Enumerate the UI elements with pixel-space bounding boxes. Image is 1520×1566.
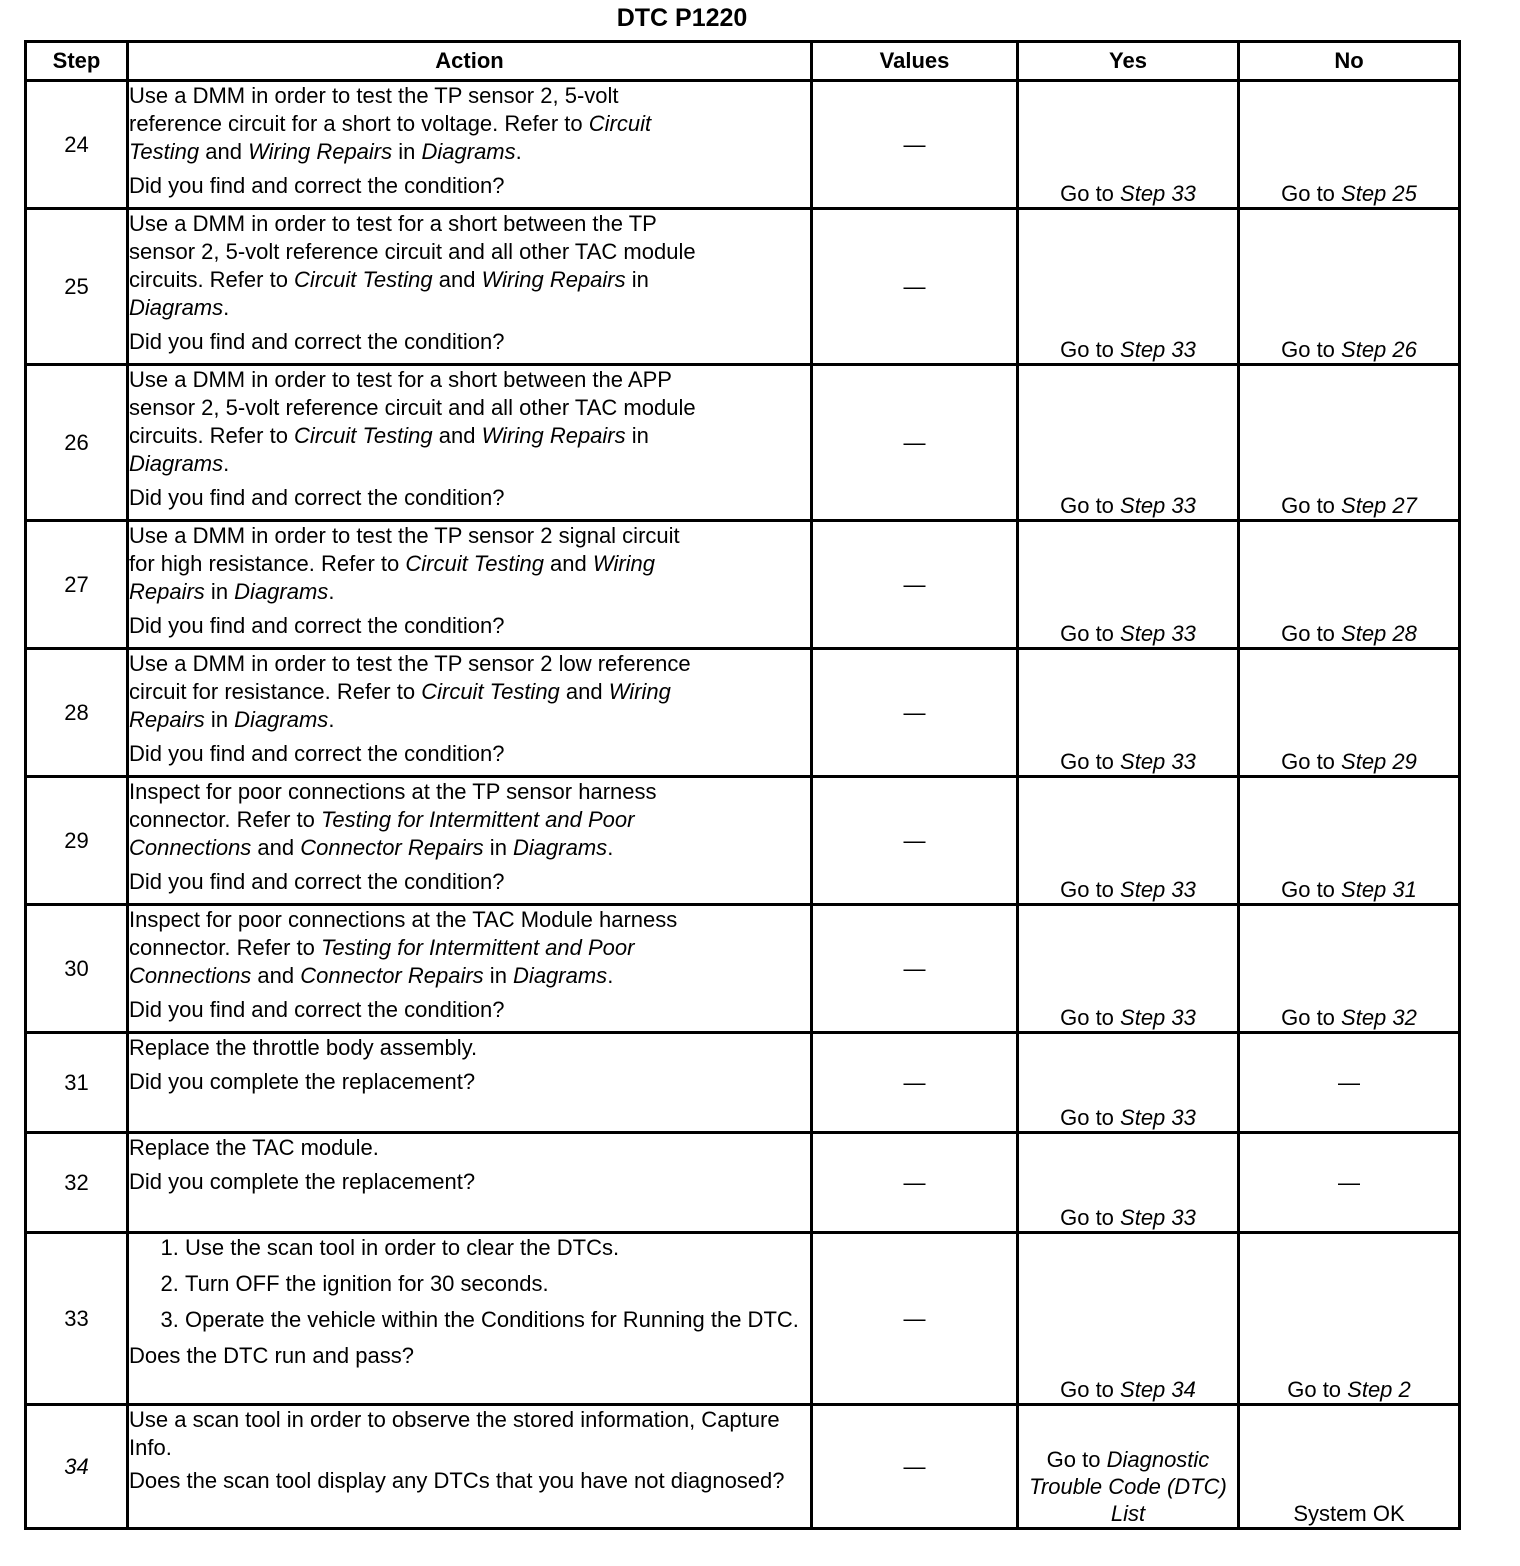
header-row bbox=[26, 42, 1460, 81]
no-prefix: Go to bbox=[1281, 1005, 1342, 1030]
value-cell: — bbox=[812, 365, 1018, 521]
no-prefix: Go to bbox=[1287, 1377, 1348, 1402]
action-text: Use a DMM in order to test for a short between the APP bbox=[129, 367, 672, 392]
action-text: Use a DMM in order to test for a short between the TP bbox=[129, 211, 657, 236]
no-prefix: Go to bbox=[1281, 337, 1342, 362]
action-ref: Wiring bbox=[592, 551, 656, 576]
action-ref: Circuit Testing bbox=[405, 551, 544, 576]
action-cell bbox=[128, 1233, 812, 1405]
action-text: and bbox=[543, 551, 593, 576]
step-number: 26 bbox=[26, 365, 128, 521]
yes-prefix: Go to bbox=[1060, 1005, 1121, 1030]
page-title: DTC P1220 bbox=[616, 4, 748, 32]
action-text: . bbox=[223, 451, 230, 476]
yes-cell bbox=[1018, 365, 1239, 521]
action-text: . bbox=[223, 295, 230, 320]
yes-prefix: Go to bbox=[1060, 493, 1121, 518]
action-ref: Wiring bbox=[608, 679, 671, 704]
yes-cell bbox=[1018, 209, 1239, 365]
step-number: 24 bbox=[26, 81, 128, 209]
action-ref: Diagrams bbox=[129, 295, 224, 320]
action-ref: Repairs bbox=[129, 707, 205, 732]
action-text: in bbox=[625, 267, 649, 292]
no-step-link[interactable]: Step 26 bbox=[1341, 337, 1417, 362]
yes-prefix: Go to bbox=[1060, 877, 1121, 902]
action-text: sensor 2, 5-volt reference circuit and all other TAC module bbox=[129, 395, 696, 420]
action-text: for high resistance. Refer to bbox=[129, 551, 406, 576]
no-cell: — bbox=[1239, 1033, 1460, 1133]
list-item: 3. Operate the vehicle within the Conditions for Running the DTC. bbox=[185, 1306, 810, 1334]
action-list bbox=[129, 1234, 810, 1342]
action-text: reference circuit for a short to voltage. Refer to bbox=[129, 111, 589, 136]
table-row bbox=[26, 649, 1460, 777]
header-no: No bbox=[1239, 42, 1460, 81]
action-cell bbox=[128, 521, 812, 649]
yes-cell bbox=[1018, 521, 1239, 649]
action-ref: Connector Repairs bbox=[300, 963, 484, 988]
table-row bbox=[26, 81, 1460, 209]
action-ref: Diagrams bbox=[421, 139, 516, 164]
value-cell: — bbox=[812, 1405, 1018, 1529]
action-text: in bbox=[483, 835, 514, 860]
action-cell bbox=[128, 1405, 812, 1529]
action-text: . bbox=[607, 835, 614, 860]
action-question: Does the DTC run and pass? bbox=[129, 1343, 414, 1368]
action-text: and bbox=[251, 835, 301, 860]
yes-step-link[interactable]: Step 33 bbox=[1120, 877, 1196, 902]
action-ref: Wiring Repairs bbox=[248, 139, 393, 164]
yes-cell bbox=[1018, 1405, 1239, 1529]
yes-step-link[interactable]: Step 33 bbox=[1120, 621, 1196, 646]
no-prefix: Go to bbox=[1281, 877, 1342, 902]
no-step-link[interactable]: Step 2 bbox=[1347, 1377, 1411, 1402]
yes-step-link[interactable]: Diagnostic Trouble Code (DTC) List bbox=[1029, 1447, 1227, 1526]
action-cell bbox=[128, 81, 812, 209]
no-cell bbox=[1239, 521, 1460, 649]
yes-prefix: Go to bbox=[1060, 749, 1121, 774]
action-text: . bbox=[607, 963, 614, 988]
action-text: in bbox=[625, 423, 649, 448]
action-text: in bbox=[204, 707, 235, 732]
action-question: Did you find and correct the condition? bbox=[129, 997, 505, 1022]
action-text: and bbox=[199, 139, 249, 164]
value-cell: — bbox=[812, 777, 1018, 905]
action-text: . bbox=[328, 579, 335, 604]
no-prefix: Go to bbox=[1281, 181, 1342, 206]
yes-cell bbox=[1018, 905, 1239, 1033]
action-text: Use a DMM in order to test the TP sensor 2 signal circuit bbox=[129, 523, 680, 548]
no-step-link[interactable]: Step 31 bbox=[1341, 877, 1417, 902]
value-cell: — bbox=[812, 81, 1018, 209]
step-number: 31 bbox=[26, 1033, 128, 1133]
action-text: in bbox=[392, 139, 422, 164]
yes-step-link[interactable]: Step 33 bbox=[1120, 493, 1196, 518]
step-number: 32 bbox=[26, 1133, 128, 1233]
yes-cell bbox=[1018, 1133, 1239, 1233]
value-cell: — bbox=[812, 1133, 1018, 1233]
table-row bbox=[26, 209, 1460, 365]
no-cell bbox=[1239, 1233, 1460, 1405]
table-row bbox=[26, 1405, 1460, 1529]
no-cell: System OK bbox=[1239, 1405, 1460, 1529]
action-question: Did you complete the replacement? bbox=[129, 1169, 476, 1194]
yes-cell bbox=[1018, 1033, 1239, 1133]
list-item: 1. Use the scan tool in order to clear the DTCs. bbox=[185, 1234, 810, 1262]
yes-prefix: Go to bbox=[1060, 181, 1121, 206]
action-cell bbox=[128, 777, 812, 905]
table-row bbox=[26, 1033, 1460, 1133]
value-cell: — bbox=[812, 209, 1018, 365]
action-text: Use a DMM in order to test the TP sensor 2 low reference bbox=[129, 651, 691, 676]
yes-step-link[interactable]: Step 33 bbox=[1120, 337, 1196, 362]
value-cell: — bbox=[812, 1033, 1018, 1133]
no-step-link[interactable]: Step 32 bbox=[1341, 1005, 1417, 1030]
no-step-link[interactable]: Step 28 bbox=[1341, 621, 1417, 646]
no-cell bbox=[1239, 649, 1460, 777]
action-text: connector. Refer to bbox=[129, 807, 321, 832]
action-ref: Wiring Repairs bbox=[481, 423, 626, 448]
yes-cell bbox=[1018, 81, 1239, 209]
table-row bbox=[26, 1233, 1460, 1405]
yes-cell bbox=[1018, 1233, 1239, 1405]
action-text: Inspect for poor connections at the TAC Module harness bbox=[129, 907, 678, 932]
yes-step-link[interactable]: Step 33 bbox=[1120, 1005, 1196, 1030]
step-number: 30 bbox=[26, 905, 128, 1033]
action-question: Did you find and correct the condition? bbox=[129, 485, 505, 510]
action-text: circuit for resistance. Refer to bbox=[129, 679, 422, 704]
action-ref: Testing for Intermittent and Poor bbox=[321, 807, 635, 832]
action-ref: Diagrams bbox=[513, 835, 608, 860]
no-prefix: Go to bbox=[1281, 749, 1342, 774]
no-cell bbox=[1239, 365, 1460, 521]
yes-step-link[interactable]: Step 33 bbox=[1120, 1205, 1196, 1230]
action-question: Did you find and correct the condition? bbox=[129, 173, 505, 198]
action-text: in bbox=[483, 963, 514, 988]
action-ref: Connections bbox=[129, 835, 252, 860]
action-cell bbox=[128, 649, 812, 777]
action-cell bbox=[128, 209, 812, 365]
yes-step-link[interactable]: Step 34 bbox=[1120, 1377, 1196, 1402]
step-number: 29 bbox=[26, 777, 128, 905]
no-step-link[interactable]: Step 29 bbox=[1341, 749, 1417, 774]
yes-prefix: Go to bbox=[1060, 1205, 1121, 1230]
step-number: 28 bbox=[26, 649, 128, 777]
no-cell bbox=[1239, 777, 1460, 905]
list-item: 2. Turn OFF the ignition for 30 seconds. bbox=[185, 1270, 810, 1298]
action-cell bbox=[128, 905, 812, 1033]
step-number: 25 bbox=[26, 209, 128, 365]
no-cell bbox=[1239, 209, 1460, 365]
action-text: and bbox=[432, 423, 482, 448]
table-row bbox=[26, 905, 1460, 1033]
action-question: Did you find and correct the condition? bbox=[129, 613, 505, 638]
action-ref: Circuit bbox=[588, 111, 652, 136]
yes-prefix: Go to bbox=[1060, 1377, 1121, 1402]
step-number: 33 bbox=[26, 1233, 128, 1405]
header-action: Action bbox=[128, 42, 812, 81]
action-cell bbox=[128, 365, 812, 521]
no-step-link[interactable]: Step 25 bbox=[1341, 181, 1417, 206]
action-ref: Wiring Repairs bbox=[481, 267, 626, 292]
no-cell bbox=[1239, 905, 1460, 1033]
value-cell: — bbox=[812, 905, 1018, 1033]
action-ref: Circuit Testing bbox=[294, 423, 433, 448]
yes-step-link[interactable]: Step 33 bbox=[1120, 181, 1196, 206]
action-ref: Repairs bbox=[129, 579, 205, 604]
header-step: Step bbox=[26, 42, 128, 81]
action-text: connector. Refer to bbox=[129, 935, 321, 960]
value-cell: — bbox=[812, 649, 1018, 777]
action-ref: Diagrams bbox=[129, 451, 224, 476]
yes-prefix: Go to bbox=[1060, 1105, 1121, 1130]
action-question: Did you find and correct the condition? bbox=[129, 869, 505, 894]
header-values: Values bbox=[812, 42, 1018, 81]
action-text: circuits. Refer to bbox=[129, 423, 295, 448]
action-text: and bbox=[432, 267, 482, 292]
yes-step-link[interactable]: Step 33 bbox=[1120, 1105, 1196, 1130]
no-prefix: Go to bbox=[1281, 493, 1342, 518]
action-text: Inspect for poor connections at the TP sensor harness bbox=[129, 779, 657, 804]
action-ref: Connections bbox=[129, 963, 252, 988]
action-question: Did you complete the replacement? bbox=[129, 1069, 476, 1094]
action-ref: Diagrams bbox=[234, 579, 329, 604]
action-cell bbox=[128, 1133, 812, 1233]
action-text: Replace the TAC module. bbox=[129, 1135, 379, 1160]
action-text: . bbox=[515, 139, 522, 164]
yes-prefix: Go to bbox=[1046, 1447, 1107, 1472]
dtc-table bbox=[24, 40, 1461, 1530]
action-ref: Diagrams bbox=[513, 963, 608, 988]
table-row bbox=[26, 1133, 1460, 1233]
header-yes: Yes bbox=[1018, 42, 1239, 81]
action-text: Use a scan tool in order to observe the stored information, Capture Info. bbox=[129, 1407, 780, 1460]
yes-prefix: Go to bbox=[1060, 337, 1121, 362]
action-text: . bbox=[328, 707, 335, 732]
no-prefix: Go to bbox=[1281, 621, 1342, 646]
action-text: Replace the throttle body assembly. bbox=[129, 1035, 478, 1060]
action-text: and bbox=[559, 679, 609, 704]
action-ref: Diagrams bbox=[234, 707, 329, 732]
action-ref: Testing bbox=[129, 139, 200, 164]
action-question: Did you find and correct the condition? bbox=[129, 741, 505, 766]
table-row bbox=[26, 365, 1460, 521]
step-number: 27 bbox=[26, 521, 128, 649]
no-cell bbox=[1239, 81, 1460, 209]
action-ref: Testing for Intermittent and Poor bbox=[321, 935, 635, 960]
action-text: sensor 2, 5-volt reference circuit and all other TAC module bbox=[129, 239, 696, 264]
step-number: 34 bbox=[26, 1405, 128, 1529]
value-cell: — bbox=[812, 521, 1018, 649]
action-ref: Circuit Testing bbox=[421, 679, 560, 704]
action-ref: Circuit Testing bbox=[294, 267, 433, 292]
action-text: circuits. Refer to bbox=[129, 267, 295, 292]
yes-prefix: Go to bbox=[1060, 621, 1121, 646]
action-ref: Connector Repairs bbox=[300, 835, 484, 860]
action-text: Use a DMM in order to test the TP sensor 2, 5-volt bbox=[129, 83, 619, 108]
no-cell: — bbox=[1239, 1133, 1460, 1233]
action-text: in bbox=[204, 579, 235, 604]
no-step-link[interactable]: Step 27 bbox=[1341, 493, 1417, 518]
yes-cell bbox=[1018, 649, 1239, 777]
action-question: Did you find and correct the condition? bbox=[129, 329, 505, 354]
action-text: and bbox=[251, 963, 301, 988]
table-row bbox=[26, 777, 1460, 905]
action-cell bbox=[128, 1033, 812, 1133]
yes-step-link[interactable]: Step 33 bbox=[1120, 749, 1196, 774]
yes-cell bbox=[1018, 777, 1239, 905]
value-cell: — bbox=[812, 1233, 1018, 1405]
table-row bbox=[26, 521, 1460, 649]
action-question: Does the scan tool display any DTCs that you have not diagnosed? bbox=[129, 1468, 785, 1493]
